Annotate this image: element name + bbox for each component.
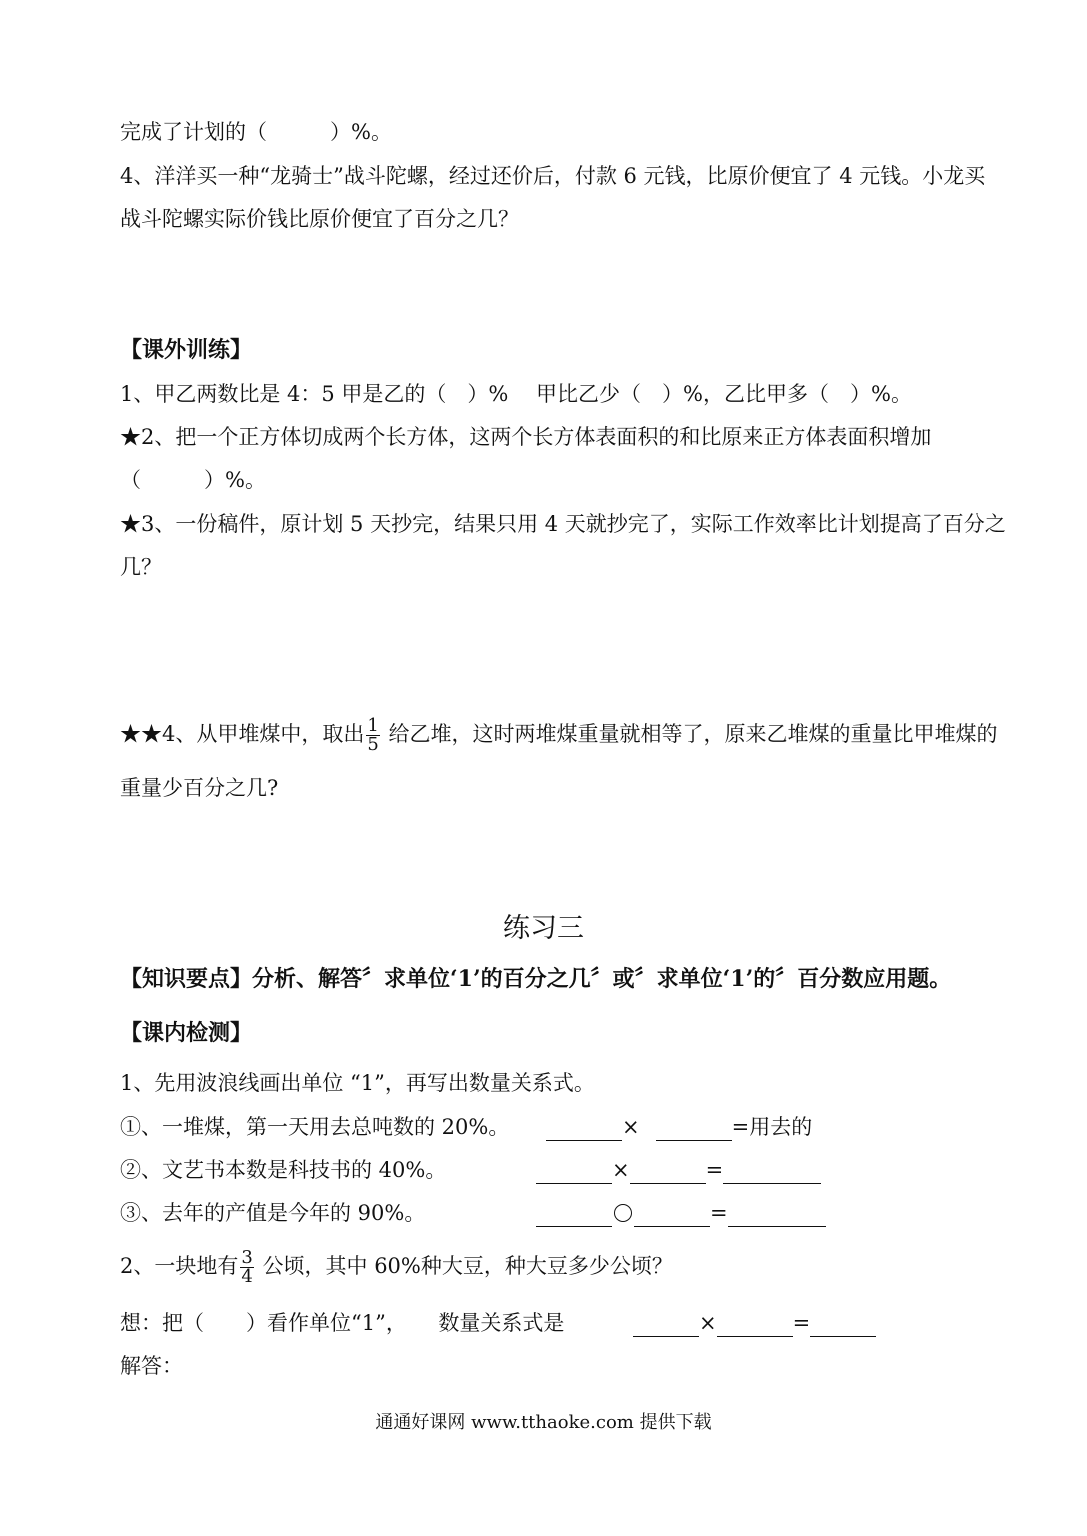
knowledge-label: 【知识要点】 [120, 966, 253, 992]
sub-item-2-formula [536, 1156, 821, 1184]
answer-blank[interactable] [536, 1204, 612, 1227]
exercise-title: 练习三 [503, 913, 584, 944]
operator-circle-blank[interactable] [614, 1204, 632, 1222]
think-line: 想：把（ ）看作单位“1”， 数量关系式是 [120, 1311, 565, 1335]
sub-item-1-formula [546, 1113, 812, 1141]
knowledge-points [120, 965, 951, 994]
answer-blank[interactable] [810, 1314, 876, 1337]
equals-sign: = [705, 1158, 724, 1182]
sub-item-1: ①、一堆煤，第一天用去总吨数的 20%。 [120, 1115, 510, 1139]
answer-blank[interactable] [630, 1161, 706, 1184]
answer-blank[interactable] [717, 1314, 793, 1337]
answer-blank[interactable] [728, 1204, 826, 1227]
question-2-pre: 2、一块地有 [120, 1254, 239, 1278]
question-2-post: 公顷，其中 60%种大豆，种大豆多少公顷？ [262, 1254, 673, 1278]
equals-sign: = [710, 1201, 728, 1225]
section-heading: 【课外训练】 [120, 337, 253, 363]
fraction-numerator: 1 [367, 715, 379, 736]
answer-blank[interactable] [656, 1118, 732, 1141]
answer-label: 解答： [120, 1354, 183, 1378]
question-3-line-2: 几？ [120, 555, 162, 579]
think-formula [633, 1309, 876, 1337]
question-2-line-1: ★2、把一个正方体切成两个长方体，这两个长方体表面积的和比原来正方体表面积增加 [120, 425, 932, 449]
sub-item-2: ②、文艺书本数是科技书的 40%。 [120, 1158, 447, 1182]
question-4-line-2: 重量少百分之几? [120, 776, 279, 800]
section-heading: 【课内检测】 [120, 1020, 253, 1046]
formula-result: =用去的 [731, 1115, 813, 1139]
fraction-denominator: 4 [241, 1266, 253, 1287]
times-sign: × [699, 1311, 717, 1335]
fraction [366, 717, 379, 754]
sub-item-3-formula [536, 1199, 826, 1227]
check-question-1: 1、先用波浪线画出单位 “1”，再写出数量关系式。 [120, 1071, 595, 1095]
check-question-2 [120, 1246, 673, 1286]
question-4-post: 给乙堆，这时两堆煤重量就相等了，原来乙堆煤的重量比甲堆煤的 [388, 722, 998, 746]
answer-blank[interactable] [546, 1118, 622, 1141]
answer-blank[interactable] [633, 1314, 699, 1337]
times-sign: × [612, 1158, 630, 1182]
equals-sign: = [792, 1311, 811, 1335]
question-3-line-1: ★3、一份稿件，原计划 5 天抄完，结果只用 4 天就抄完了，实际工作效率比计划提高了百分之 [120, 512, 1006, 536]
text-line: 战斗陀螺实际价钱比原价便宜了百分之几？ [120, 207, 519, 231]
text-line: 完成了计划的（ ）%。 [120, 120, 392, 144]
question-1: 1、甲乙两数比是 4：5 甲是乙的（ ）% 甲比乙少（ ）%，乙比甲多（ ）%。 [120, 382, 912, 406]
question-4-pre: ★★4、从甲堆煤中，取出 [120, 722, 365, 746]
answer-blank[interactable] [536, 1161, 612, 1184]
answer-blank[interactable] [723, 1161, 821, 1184]
answer-blank[interactable] [634, 1204, 710, 1227]
question-2-line-2: （ ）%。 [120, 468, 266, 492]
text-line: 4、洋洋买一种“龙骑士”战斗陀螺，经过还价后，付款 6 元钱，比原价便宜了 4 元钱。小龙买 [120, 164, 986, 188]
times-sign: × [622, 1115, 640, 1139]
fraction-denominator: 5 [367, 734, 379, 755]
page-footer: 通通好课网 www.tthaoke.com 提供下载 [375, 1412, 712, 1433]
fraction [240, 1249, 253, 1286]
knowledge-text: 分析、解答〞求单位‘1’的百分之几〞或〞求单位‘1’的〞百分数应用题。 [252, 966, 952, 992]
sub-item-3: ③、去年的产值是今年的 90%。 [120, 1201, 426, 1225]
fraction-numerator: 3 [241, 1247, 253, 1268]
question-4-line-1 [120, 714, 998, 754]
